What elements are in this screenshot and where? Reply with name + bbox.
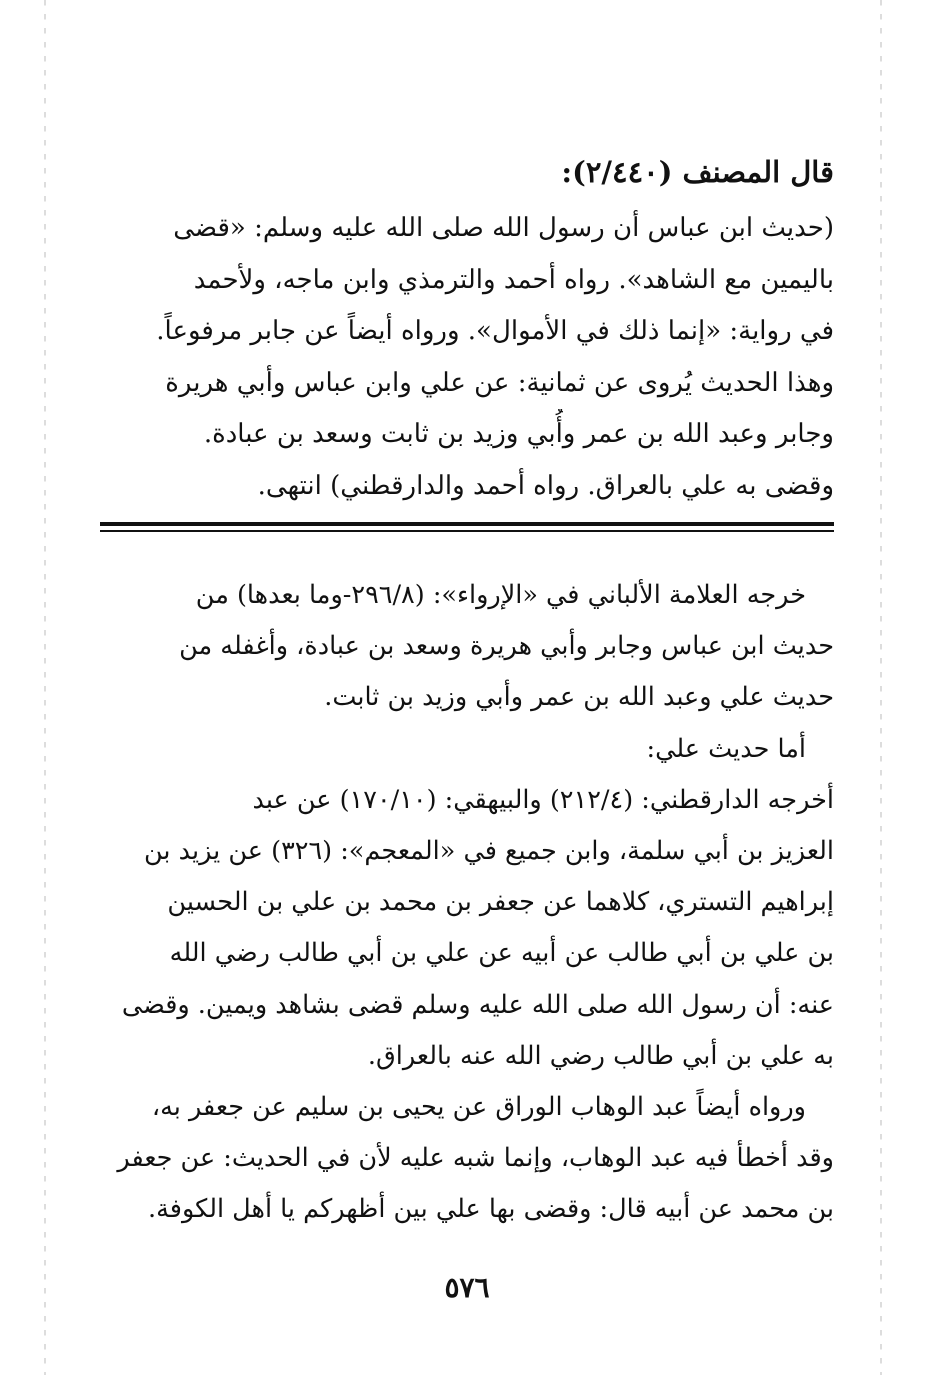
quote-line: في رواية: «إنما ذلك في الأموال». ورواه أيضاً عن جابر مرفوعاً. bbox=[156, 316, 834, 346]
page-number: ٥٧٦ bbox=[444, 1271, 490, 1304]
body-line: إبراهيم التستري، كلاهما عن جعفر بن محمد بن علي بن الحسين bbox=[167, 887, 834, 918]
quote-line: وجابر وعبد الله بن عمر وأُبي وزيد بن ثابت وسعد بن عبادة. bbox=[203, 419, 834, 449]
body-line: بن علي بن أبي طالب عن أبيه عن علي بن أبي طالب رضي الله bbox=[169, 938, 834, 969]
quote-line: وهذا الحديث يُروى عن ثمانية: عن علي وابن عباس وأبي هريرة bbox=[165, 367, 834, 398]
scan-margin-right bbox=[880, 0, 882, 1375]
double-rule-divider bbox=[100, 522, 834, 534]
commentary-body bbox=[99, 570, 834, 1236]
body-line: حديث علي وعبد الله بن عمر وأبي وزيد بن ثابت. bbox=[324, 682, 834, 713]
quote-line: (حديث ابن عباس أن رسول الله صلى الله عليه وسلم: «قضى bbox=[173, 213, 834, 243]
quote-line: وقضى به علي بالعراق. رواه أحمد والدارقطني) انتهى. bbox=[257, 470, 834, 501]
quote-line: باليمين مع الشاهد». رواه أحمد والترمذي وابن ماجه، ولأحمد bbox=[193, 264, 834, 295]
body-line: وقد أخطأ فيه عبد الوهاب، وإنما شبه عليه لأن في الحديث: عن جعفر bbox=[117, 1143, 834, 1174]
body-line: بن محمد عن أبيه قال: وقضى بها علي بين أظهركم يا أهل الكوفة. bbox=[148, 1194, 834, 1225]
quoted-passage bbox=[99, 203, 834, 512]
body-line: أخرجه الدارقطني: (٢١٢/٤) والبيهقي: (١٧٠/١٠) عن عبد bbox=[252, 784, 834, 815]
body-line: العزيز بن أبي سلمة، وابن جميع في «المعجم»: (٣٢٦) عن يزيد بن bbox=[144, 836, 834, 867]
body-line: حديث ابن عباس وجابر وأبي هريرة وسعد بن عبادة، وأغفله من bbox=[179, 631, 834, 662]
subheading-line: أما حديث علي: bbox=[646, 733, 806, 764]
divider-thick-line bbox=[100, 522, 834, 526]
section-heading: قال المصنف (٢/٤٤٠): bbox=[561, 155, 834, 189]
body-line: به علي بن أبي طالب رضي الله عنه بالعراق. bbox=[367, 1040, 834, 1071]
scan-margin-left bbox=[44, 0, 46, 1375]
body-line: خرجه العلامة الألباني في «الإرواء»: (٢٩٦/٨-وما بعدها) من bbox=[195, 580, 806, 610]
body-line: ورواه أيضاً عبد الوهاب الوراق عن يحيى بن سليم عن جعفر به، bbox=[151, 1092, 806, 1123]
body-line: عنه: أن رسول الله صلى الله عليه وسلم قضى بشاهد ويمين. وقضى bbox=[121, 989, 834, 1020]
divider-thin-line bbox=[100, 530, 834, 532]
